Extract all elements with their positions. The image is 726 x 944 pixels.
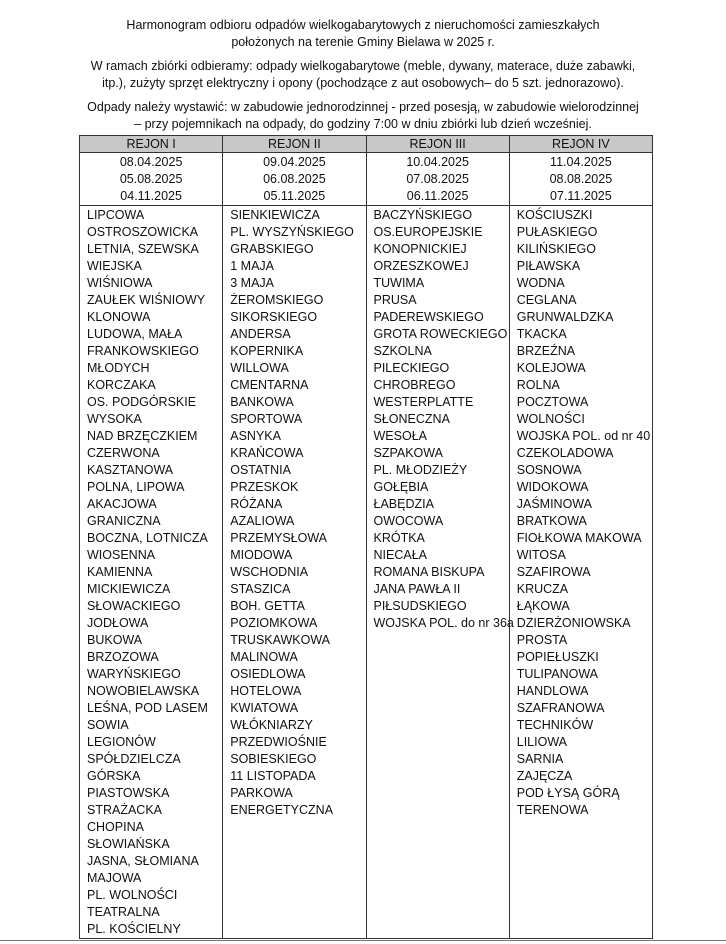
street-name: OS. PODGÓRSKIE: [87, 395, 197, 409]
street-name: PIŁAWSKA: [516, 259, 581, 273]
street-name: POZIOMKOWA: [230, 616, 318, 630]
intro-line: itp.), zużyty sprzęt elektryczny i opony (pochodzące z aut osobowych– do 5 szt. jednorazowo).: [102, 76, 624, 90]
street-name: BRATKOWA: [516, 514, 587, 528]
street-name: PL. WOLNOŚCI: [87, 888, 178, 902]
street-name: STRAŻACKA: [87, 803, 163, 817]
street-name: ROMANA BISKUPA: [373, 565, 485, 579]
street-name: TERENOWA: [516, 803, 589, 817]
street-name: WIOSENNA: [87, 548, 156, 562]
street-name: KWIATOWA: [230, 701, 299, 715]
street-name: WIEJSKA: [87, 259, 142, 273]
street-name: JODŁOWA: [87, 616, 149, 630]
region-streets-cell: [366, 206, 514, 939]
street-name: ANDERSA: [230, 327, 291, 341]
street-name: KOŚCIUSZKI: [516, 208, 593, 222]
street-name: 1 MAJA: [230, 259, 275, 273]
collection-date: 05.11.2025: [263, 188, 326, 203]
streets-row: [80, 206, 653, 939]
street-name: CHOPINA: [87, 820, 144, 834]
region-header: REJON IV: [509, 136, 652, 153]
street-name: POD ŁYSĄ GÓRĄ: [516, 786, 620, 800]
street-name: KLONOWA: [87, 310, 151, 324]
street-name: KASZTANOWA: [87, 463, 174, 477]
street-name: OSTATNIA: [230, 463, 291, 477]
street-name: JASNA, SŁOMIANA: [87, 854, 199, 868]
street-name: BRZOZOWA: [87, 650, 159, 664]
street-name: HANDLOWA: [516, 684, 589, 698]
document-title: [60, 17, 666, 51]
collection-date: 05.08.2025: [119, 171, 183, 186]
street-name: PADEREWSKIEGO: [373, 310, 484, 324]
collection-date: 06.11.2025: [406, 188, 469, 203]
street-name: PL. WYSZYŃSKIEGO: [230, 225, 354, 239]
street-name: GÓRSKA: [87, 769, 141, 783]
street-name: FRANKOWSKIEGO: [87, 344, 199, 358]
street-name: POPIEŁUSZKI: [516, 650, 599, 664]
street-name: SPÓŁDZIELCZA: [87, 752, 181, 766]
street-name: PROSTA: [516, 633, 568, 647]
collection-date: 09.04.2025: [263, 154, 326, 169]
street-name: PIŁSUDSKIEGO: [373, 599, 467, 613]
street-name: PRZESKOK: [230, 480, 299, 494]
street-name: STASZICA: [230, 582, 291, 596]
street-name: KOPERNIKA: [230, 344, 304, 358]
street-name: OSIEDLOWA: [230, 667, 306, 681]
street-name: TKACKA: [516, 327, 567, 341]
street-name: KRAŃCOWA: [230, 446, 304, 460]
street-name: KAMIENNA: [87, 565, 153, 579]
street-name: SŁONECZNA: [373, 412, 450, 426]
street-name: TRUSKAWKOWA: [230, 633, 331, 647]
street-name: ŁABĘDZIA: [373, 497, 434, 511]
street-name: WŁÓKNIARZY: [230, 718, 313, 732]
street-name: WIŚNIOWA: [87, 276, 153, 290]
street-name: ASNYKA: [230, 429, 281, 443]
street-name: KOLEJOWA: [516, 361, 586, 375]
dates-row: [80, 153, 653, 206]
street-name: AZALIOWA: [230, 514, 295, 528]
street-name: LIPCOWA: [87, 208, 145, 222]
collection-date: 08.04.2025: [119, 154, 183, 169]
street-name: CZEKOLADOWA: [516, 446, 614, 460]
street-name: KRUCZA: [516, 582, 569, 596]
street-name: JANA PAWŁA II: [373, 582, 461, 596]
title-line: położonych na terenie Gminy Bielawa w 2025 r.: [231, 35, 495, 49]
street-name: GRABSKIEGO: [230, 242, 314, 256]
placement-notice-paragraph: [60, 99, 666, 133]
notice-line: – przy pojemnikach na odpady, do godziny 7:00 w dniu zbiórki lub dzień wcześniej.: [134, 117, 592, 131]
street-name: SIKORSKIEGO: [230, 310, 318, 324]
street-name: PL. KOŚCIELNY: [87, 922, 181, 936]
street-name: MŁODYCH: [87, 361, 150, 375]
street-name: LEGIONÓW: [87, 735, 156, 749]
street-name: MICKIEWICZA: [87, 582, 171, 596]
street-name: RÓŻANA: [230, 497, 283, 511]
collection-date: 11.04.2025: [550, 154, 612, 169]
street-name: BACZYŃSKIEGO: [373, 208, 473, 222]
street-name: PRUSA: [373, 293, 417, 307]
street-name: PUŁASKIEGO: [516, 225, 598, 239]
collection-scope-paragraph: [60, 58, 666, 92]
street-name: POLNA, LIPOWA: [87, 480, 185, 494]
street-name: NAD BRZĘCZKIEM: [87, 429, 198, 443]
street-name: WYSOKA: [87, 412, 142, 426]
street-name: NIECAŁA: [373, 548, 427, 562]
collection-date: 07.08.2025: [406, 171, 469, 186]
street-name: OWOCOWA: [373, 514, 444, 528]
street-name: KONOPNICKIEJ: [373, 242, 467, 256]
street-name: WARYŃSKIEGO: [87, 667, 181, 681]
street-name: CEGLANA: [516, 293, 577, 307]
street-name: DZIERŻONIOWSKA: [516, 616, 631, 630]
street-name: OS.EUROPEJSKIE: [373, 225, 483, 239]
street-name: POCZTOWA: [516, 395, 589, 409]
street-name: SOBIESKIEGO: [230, 752, 317, 766]
street-name: SOWIA: [87, 718, 129, 732]
region-streets-cell: [509, 206, 652, 939]
street-name: PIASTOWSKA: [87, 786, 170, 800]
street-name: LEŚNA, POD LASEM: [87, 701, 208, 715]
street-name: ŁĄKOWA: [516, 599, 570, 613]
street-name: WIDOKOWA: [516, 480, 589, 494]
street-name: SOSNOWA: [516, 463, 582, 477]
street-name: KILIŃSKIEGO: [516, 242, 596, 256]
street-name: GOŁĘBIA: [373, 480, 429, 494]
region-header: REJON II: [223, 136, 366, 153]
street-name: ZAJĘCZA: [516, 769, 573, 783]
street-name: WOLNOŚCI: [516, 412, 585, 426]
street-name: WODNA: [516, 276, 565, 290]
street-name: BANKOWA: [230, 395, 294, 409]
region-dates-cell: [366, 153, 509, 206]
region-streets-cell: [80, 206, 223, 939]
street-name: BOCZNA, LOTNICZA: [87, 531, 208, 545]
street-name: SZKOLNA: [373, 344, 432, 358]
street-name: MIODOWA: [230, 548, 293, 562]
street-name: SZAFIROWA: [516, 565, 591, 579]
region-header: REJON III: [366, 136, 509, 153]
street-name: CHROBREGO: [373, 378, 456, 392]
street-name: GRANICZNA: [87, 514, 161, 528]
street-name: PL. MŁODZIEŻY: [373, 463, 468, 477]
street-name: 11 LISTOPADA: [230, 769, 316, 783]
street-name: NOWOBIELAWSKA: [87, 684, 200, 698]
collection-date: 06.08.2025: [263, 171, 326, 186]
street-name: OSTROSZOWICKA: [87, 225, 199, 239]
street-name: BUKOWA: [87, 633, 143, 647]
street-name: 3 MAJA: [230, 276, 275, 290]
street-name: SIENKIEWICZA: [230, 208, 320, 222]
title-line: Harmonogram odbioru odpadów wielkogabarytowych z nieruchomości zamieszkałych: [126, 18, 600, 32]
street-name: PRZEMYSŁOWA: [230, 531, 328, 545]
region-dates-cell: [509, 153, 652, 206]
street-name: TECHNIKÓW: [516, 718, 594, 732]
street-name: WITOSA: [516, 548, 566, 562]
collection-date: 08.08.2025: [549, 171, 613, 186]
street-name: LILIOWA: [516, 735, 567, 749]
street-name: SZPAKOWA: [373, 446, 443, 460]
street-name: CZERWONA: [87, 446, 160, 460]
street-name: SŁOWIAŃSKA: [87, 837, 170, 851]
street-name: WILLOWA: [230, 361, 289, 375]
region-dates-cell: [223, 153, 366, 206]
street-name: FIOŁKOWA MAKOWA: [516, 531, 642, 545]
street-name: JAŚMINOWA: [516, 497, 592, 511]
region-streets-cell: [223, 206, 366, 939]
street-name: WOJSKA POL. od nr 40: [516, 429, 651, 443]
street-name: WOJSKA POL. do nr 36a: [373, 616, 514, 630]
street-name: SPORTOWA: [230, 412, 303, 426]
collection-date: 04.11.2025: [120, 188, 182, 203]
street-name: GROTA ROWECKIEGO: [373, 327, 508, 341]
street-name: PARKOWA: [230, 786, 293, 800]
street-name: BRZEŹNA: [516, 344, 576, 358]
street-name: TEATRALNA: [87, 905, 160, 919]
street-name: ENERGETYCZNA: [230, 803, 334, 817]
street-name: HOTELOWA: [230, 684, 302, 698]
street-name: KRÓTKA: [373, 531, 425, 545]
street-name: GRUNWALDZKA: [516, 310, 614, 324]
street-name: ŻEROMSKIEGO: [230, 293, 324, 307]
street-name: LUDOWA, MAŁA: [87, 327, 183, 341]
street-name: ROLNA: [516, 378, 560, 392]
street-name: ZAUŁEK WIŚNIOWY: [87, 293, 206, 307]
page-bottom-divider: [0, 940, 726, 941]
intro-line: W ramach zbiórki odbieramy: odpady wielkogabarytowe (meble, dywany, materace, duże zabawki,: [90, 59, 636, 73]
region-header: REJON I: [80, 136, 223, 153]
schedule-table: [79, 135, 653, 939]
street-name: MAJOWA: [87, 871, 142, 885]
region-header-row: [80, 136, 653, 153]
street-name: PILECKIEGO: [373, 361, 450, 375]
street-name: SZAFRANOWA: [516, 701, 605, 715]
collection-date: 07.11.2025: [550, 188, 612, 203]
street-name: CMENTARNA: [230, 378, 309, 392]
street-name: WESTERPLATTE: [373, 395, 474, 409]
region-dates-cell: [80, 153, 223, 206]
street-name: AKACJOWA: [87, 497, 157, 511]
street-name: WESOŁA: [373, 429, 427, 443]
notice-line: Odpady należy wystawić: w zabudowie jednorodzinnej - przed posesją, w zabudowie wielorodzinnej: [87, 100, 639, 114]
street-name: TULIPANOWA: [516, 667, 599, 681]
street-name: ORZESZKOWEJ: [373, 259, 469, 273]
street-name: BOH. GETTA: [230, 599, 306, 613]
street-name: LETNIA, SZEWSKA: [87, 242, 199, 256]
collection-date: 10.04.2025: [406, 154, 469, 169]
street-name: WSCHODNIA: [230, 565, 309, 579]
street-name: PRZEDWIOŚNIE: [230, 735, 327, 749]
street-name: MALINOWA: [230, 650, 298, 664]
street-name: SARNIA: [516, 752, 564, 766]
street-name: TUWIMA: [373, 276, 425, 290]
street-name: SŁOWACKIEGO: [87, 599, 181, 613]
street-name: KORCZAKA: [87, 378, 156, 392]
